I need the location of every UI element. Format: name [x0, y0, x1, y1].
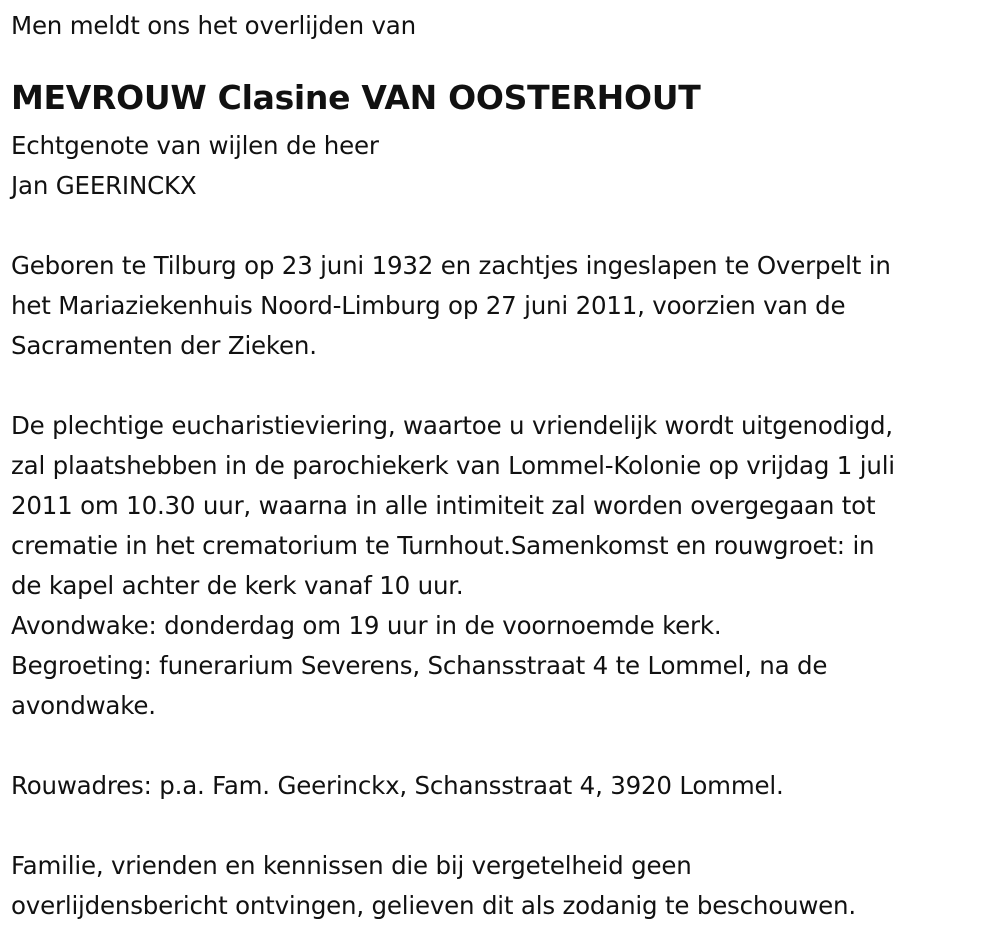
- spouse-line-2: Jan GEERINCKX: [11, 171, 197, 200]
- intro-text: Men meldt ons het overlijden van: [11, 11, 416, 40]
- mourning-address: Rouwadres: p.a. Fam. Geerinckx, Schansstraat 4, 3920 Lommel.: [11, 771, 784, 800]
- ceremony-paragraph: [11, 406, 996, 726]
- greeting-line: Begroeting: funerarium Severens, Schansstraat 4 te Lommel, na de: [11, 651, 828, 680]
- vigil-line: Avondwake: donderdag om 19 uur in de voornoemde kerk.: [11, 611, 722, 640]
- ceremony-line: de kapel achter de kerk vanaf 10 uur.: [11, 571, 464, 600]
- spacer: [11, 366, 996, 406]
- birth-paragraph: [11, 246, 996, 366]
- birth-line: Geboren te Tilburg op 23 juni 1932 en zachtjes ingeslapen te Overpelt in: [11, 251, 891, 280]
- closing-paragraph: [11, 846, 996, 926]
- spouse-line-1: Echtgenote van wijlen de heer: [11, 131, 379, 160]
- birth-line: het Mariaziekenhuis Noord-Limburg op 27 juni 2011, voorzien van de: [11, 291, 846, 320]
- greeting-line: avondwake.: [11, 691, 156, 720]
- spacer: [11, 806, 996, 846]
- closing-line: Familie, vrienden en kennissen die bij vergetelheid geen: [11, 851, 692, 880]
- spacer: [11, 726, 996, 766]
- closing-line: overlijdensbericht ontvingen, gelieven dit als zodanig te beschouwen.: [11, 891, 856, 920]
- deceased-name: MEVROUW Clasine VAN OOSTERHOUT: [11, 78, 701, 117]
- ceremony-line: 2011 om 10.30 uur, waarna in alle intimiteit zal worden overgegaan tot: [11, 491, 876, 520]
- ceremony-line: crematie in het crematorium te Turnhout.Samenkomst en rouwgroet: in: [11, 531, 875, 560]
- death-notice: [11, 6, 996, 926]
- ceremony-line: zal plaatshebben in de parochiekerk van Lommel-Kolonie op vrijdag 1 juli: [11, 451, 895, 480]
- spacer: [11, 206, 996, 246]
- ceremony-line: De plechtige eucharistieviering, waartoe u vriendelijk wordt uitgenodigd,: [11, 411, 893, 440]
- birth-line: Sacramenten der Zieken.: [11, 331, 317, 360]
